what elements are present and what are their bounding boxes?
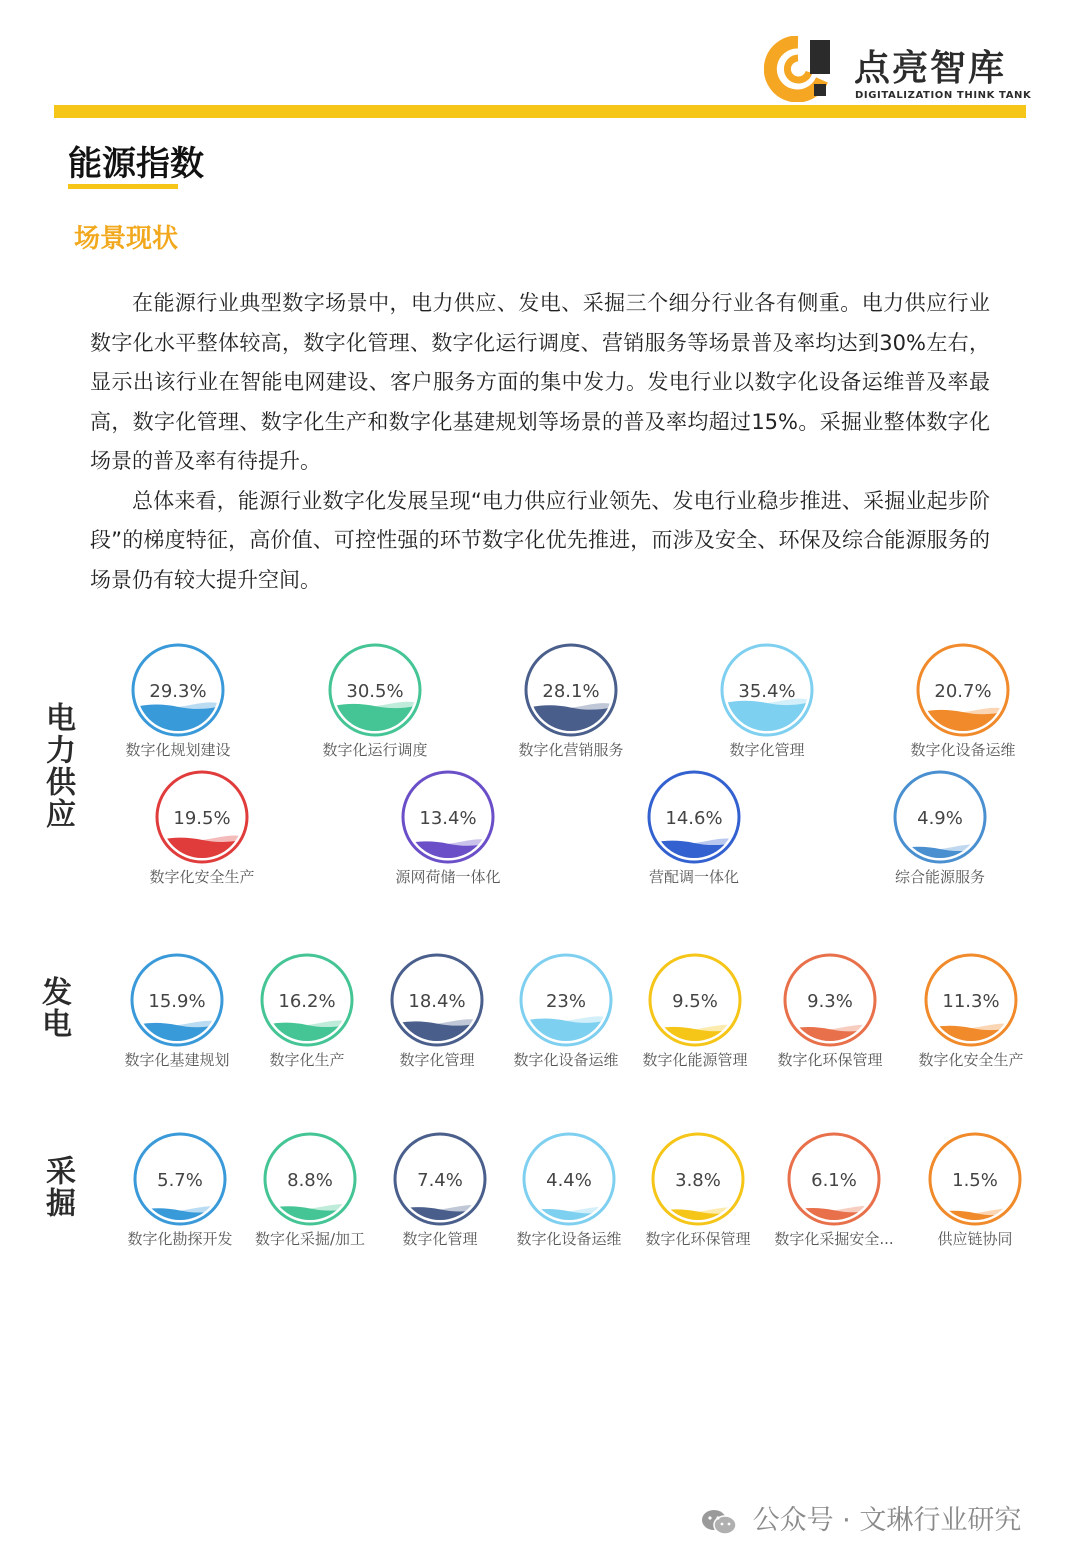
penetration-gauge bbox=[916, 643, 1010, 737]
penetration-gauge bbox=[783, 953, 877, 1047]
brand-logo bbox=[764, 36, 1034, 104]
gauge-value: 18.4% bbox=[408, 991, 466, 1012]
scenario-label: 数字化设备运维 bbox=[513, 1051, 619, 1069]
gauge-value: 6.1% bbox=[811, 1170, 857, 1191]
scenario-label: 综合能源服务 bbox=[894, 868, 985, 886]
penetration-gauge bbox=[401, 770, 495, 864]
scenario-label: 数字化环保管理 bbox=[645, 1230, 751, 1248]
watermark-text: 公众号 · 文琳行业研究 bbox=[752, 1505, 1022, 1536]
scenario-bubble bbox=[875, 770, 1005, 905]
scenario-label: 数字化安全生产 bbox=[149, 868, 255, 886]
gauge-value: 35.4% bbox=[738, 681, 796, 702]
scenario-label: 数字化勘探开发 bbox=[127, 1230, 233, 1248]
gauge-value: 15.9% bbox=[148, 991, 206, 1012]
scenario-bubble bbox=[383, 770, 513, 905]
scenario-label: 数字化环保管理 bbox=[777, 1051, 883, 1069]
gauge-value: 30.5% bbox=[346, 681, 404, 702]
penetration-gauge bbox=[524, 643, 618, 737]
title-underline bbox=[68, 184, 178, 189]
paragraph: 在能源行业典型数字场景中，电力供应、发电、采掘三个细分行业各有侧重。电力供应行业数字化水平整体较高，数字化管理、数字化运行调度、营销服务等场景普及率均达到30%左右，显示出该行业在智能电网建设、客户服务方面的集中发力。发电行业以数字化设备运维普及率最高，数字化管理、数字化生产和数字化基建规划等场景的普及率均超过15%。采掘业整体数字化场景的普及率有待提升。 bbox=[90, 291, 990, 473]
gauge-value: 3.8% bbox=[675, 1170, 721, 1191]
penetration-gauge bbox=[155, 770, 249, 864]
penetration-gauge bbox=[133, 1132, 227, 1226]
body-text bbox=[90, 284, 990, 600]
gauge-value: 28.1% bbox=[542, 681, 600, 702]
gauge-value: 9.3% bbox=[807, 991, 853, 1012]
scenario-label: 数字化营销服务 bbox=[518, 741, 624, 759]
scenario-label: 数字化管理 bbox=[399, 1051, 475, 1069]
scenario-bubble bbox=[113, 643, 243, 778]
brand-tagline: DIGITALIZATION THINK TANK bbox=[855, 90, 1032, 101]
watermark bbox=[700, 1498, 1021, 1537]
scenario-label: 数字化安全生产 bbox=[918, 1051, 1024, 1069]
header-accent-bar bbox=[54, 105, 1026, 118]
brand-logo-mark-icon bbox=[764, 36, 832, 102]
gauge-value: 29.3% bbox=[149, 681, 207, 702]
gauge-value: 9.5% bbox=[672, 991, 718, 1012]
gauge-value: 11.3% bbox=[942, 991, 1000, 1012]
gauge-value: 20.7% bbox=[934, 681, 992, 702]
scenario-label: 数字化设备运维 bbox=[516, 1230, 622, 1248]
scenario-label: 数字化生产 bbox=[269, 1051, 345, 1069]
gauge-value: 5.7% bbox=[157, 1170, 203, 1191]
scenario-bubble bbox=[765, 953, 895, 1088]
scenario-label: 数字化运行调度 bbox=[322, 741, 428, 759]
gauge-value: 4.4% bbox=[546, 1170, 592, 1191]
penetration-gauge bbox=[651, 1132, 745, 1226]
gauge-value: 4.9% bbox=[917, 808, 963, 829]
gauge-value: 13.4% bbox=[419, 808, 477, 829]
scenario-label: 供应链协同 bbox=[937, 1230, 1013, 1248]
scenario-bubble bbox=[506, 643, 636, 778]
category-label-generation: 发电 bbox=[36, 976, 71, 1040]
penetration-gauge bbox=[647, 770, 741, 864]
penetration-gauge bbox=[522, 1132, 616, 1226]
scenario-label: 数字化采掘安全... bbox=[774, 1230, 894, 1248]
scenario-bubble bbox=[629, 770, 759, 905]
gauge-value: 23% bbox=[545, 991, 587, 1012]
gauge-value: 16.2% bbox=[278, 991, 336, 1012]
scenario-label: 数字化采掘/加工 bbox=[254, 1230, 366, 1248]
category-label-mining: 采掘 bbox=[40, 1155, 75, 1219]
penetration-gauge bbox=[720, 643, 814, 737]
scenario-label: 营配调一体化 bbox=[648, 868, 739, 886]
paragraph: 总体来看，能源行业数字化发展呈现“电力供应行业领先、发电行业稳步推进、采掘业起步阶段”的梯度特征，高价值、可控性强的环节数字化优先推进，而涉及安全、环保及综合能源服务的场景仍有较大提升空间。 bbox=[90, 488, 990, 592]
gauge-value: 14.6% bbox=[665, 808, 723, 829]
scenario-bubble bbox=[137, 770, 267, 905]
scenario-label: 源网荷储一体化 bbox=[395, 868, 501, 886]
category-label-power-supply: 电力供应 bbox=[40, 702, 75, 830]
penetration-gauge bbox=[648, 953, 742, 1047]
penetration-gauge bbox=[130, 953, 224, 1047]
penetration-gauge bbox=[893, 770, 987, 864]
scenario-label: 数字化能源管理 bbox=[642, 1051, 748, 1069]
gauge-value: 7.4% bbox=[417, 1170, 463, 1191]
scenario-bubble bbox=[633, 1132, 763, 1267]
gauge-value: 1.5% bbox=[952, 1170, 998, 1191]
page-title: 能源指数 bbox=[68, 144, 204, 184]
penetration-gauge bbox=[519, 953, 613, 1047]
brand-name: 点亮智库 bbox=[854, 48, 1007, 89]
scenario-label: 数字化设备运维 bbox=[910, 741, 1016, 759]
penetration-gauge bbox=[393, 1132, 487, 1226]
penetration-gauge bbox=[328, 643, 422, 737]
penetration-gauge bbox=[263, 1132, 357, 1226]
section-title: 场景现状 bbox=[74, 224, 179, 254]
gauge-value: 8.8% bbox=[287, 1170, 333, 1191]
gauge-value: 19.5% bbox=[173, 808, 231, 829]
penetration-gauge bbox=[260, 953, 354, 1047]
scenario-bubble bbox=[910, 1132, 1040, 1267]
penetration-gauge bbox=[787, 1132, 881, 1226]
scenario-bubble bbox=[769, 1132, 899, 1267]
penetration-gauge bbox=[131, 643, 225, 737]
scenario-label: 数字化规划建设 bbox=[125, 741, 231, 759]
scenario-bubble bbox=[630, 953, 760, 1088]
penetration-gauge bbox=[390, 953, 484, 1047]
scenario-label: 数字化管理 bbox=[729, 741, 805, 759]
scenario-bubble bbox=[906, 953, 1036, 1088]
scenario-bubble bbox=[898, 643, 1028, 778]
penetration-gauge bbox=[928, 1132, 1022, 1226]
scenario-bubble bbox=[310, 643, 440, 778]
scenario-bubble bbox=[702, 643, 832, 778]
scenario-label: 数字化基建规划 bbox=[124, 1051, 230, 1069]
penetration-gauge bbox=[924, 953, 1018, 1047]
scenario-label: 数字化管理 bbox=[402, 1230, 478, 1248]
wechat-icon bbox=[700, 1508, 738, 1536]
